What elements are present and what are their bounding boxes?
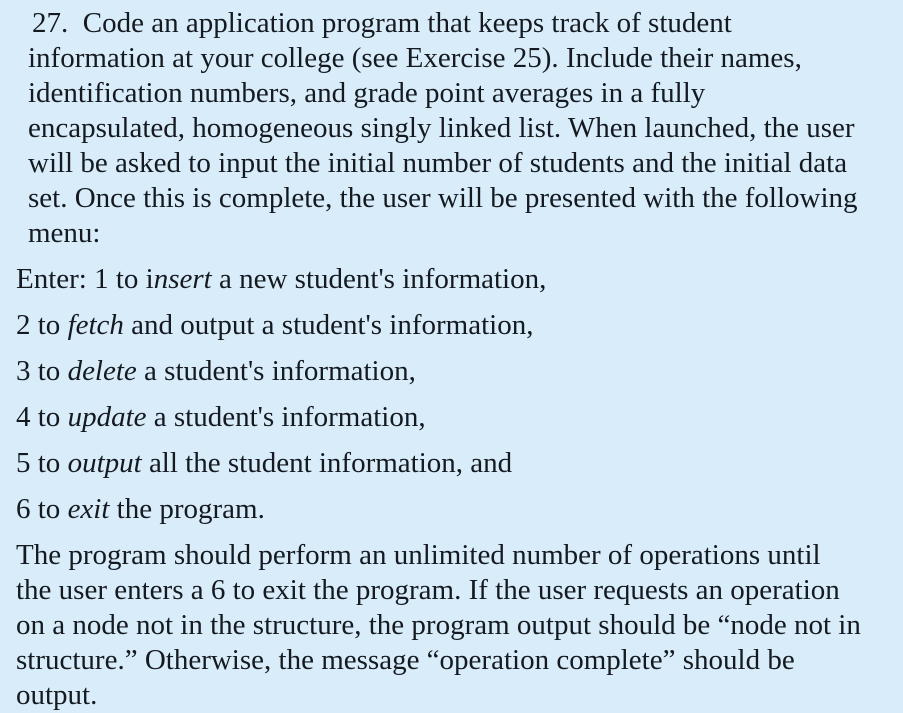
text-line: structure.” Otherwise, the message “operation complete” should be xyxy=(16,644,795,676)
menu-option-keyword: delete xyxy=(67,355,137,387)
menu-option-text: 4 to xyxy=(16,401,68,433)
menu-option-text: a student's information, xyxy=(136,355,416,387)
text-line: menu: xyxy=(28,217,101,249)
text-line: The program should perform an unlimited number of operations until xyxy=(16,539,821,571)
menu-option-text: all the student information, and xyxy=(141,447,513,479)
text-line: on a node not in the structure, the program output should be “node not in xyxy=(16,609,861,641)
menu-option-text: 5 to xyxy=(16,447,68,479)
menu-option-text: a new student's information, xyxy=(211,263,547,295)
menu-option-line xyxy=(16,262,903,297)
text-line: identification numbers, and grade point averages in a fully xyxy=(28,77,706,109)
menu-option-text: Enter: 1 to i xyxy=(16,263,154,295)
text-line: encapsulated, homogeneous singly linked list. When launched, the user xyxy=(28,112,855,144)
menu-option-keyword: output xyxy=(67,447,142,479)
text-line: will be asked to input the initial number of students and the initial data xyxy=(28,147,848,179)
menu-option-line xyxy=(16,400,903,435)
menu-option-line xyxy=(16,446,903,481)
menu-option-text: 6 to xyxy=(16,493,68,525)
menu-options xyxy=(16,262,903,527)
menu-option-line xyxy=(16,354,903,389)
text-line: information at your college (see Exercise 25). Include their names, xyxy=(28,42,802,74)
menu-option-text: 3 to xyxy=(16,355,68,387)
menu-option-text: a student's information, xyxy=(146,401,426,433)
menu-option-line xyxy=(16,308,903,343)
menu-option-text: and output a student's information, xyxy=(123,309,534,341)
menu-option-keyword: exit xyxy=(67,493,110,525)
text-line: the user enters a 6 to exit the program. If the user requests an operation xyxy=(16,574,840,606)
text-line: 27. Code an application program that keeps track of student xyxy=(32,7,732,39)
behavior-paragraph xyxy=(16,538,903,713)
menu-option-text: the program. xyxy=(109,493,265,525)
exercise-prompt-paragraph xyxy=(28,0,903,251)
menu-option-text: 2 to xyxy=(16,309,68,341)
menu-option-keyword: update xyxy=(67,401,147,433)
menu-option-keyword: nsert xyxy=(153,263,212,295)
text-line: set. Once this is complete, the user will be presented with the following xyxy=(28,182,858,214)
text-line: output. xyxy=(16,679,98,711)
menu-option-line xyxy=(16,492,903,527)
menu-option-keyword: fetch xyxy=(67,309,124,341)
